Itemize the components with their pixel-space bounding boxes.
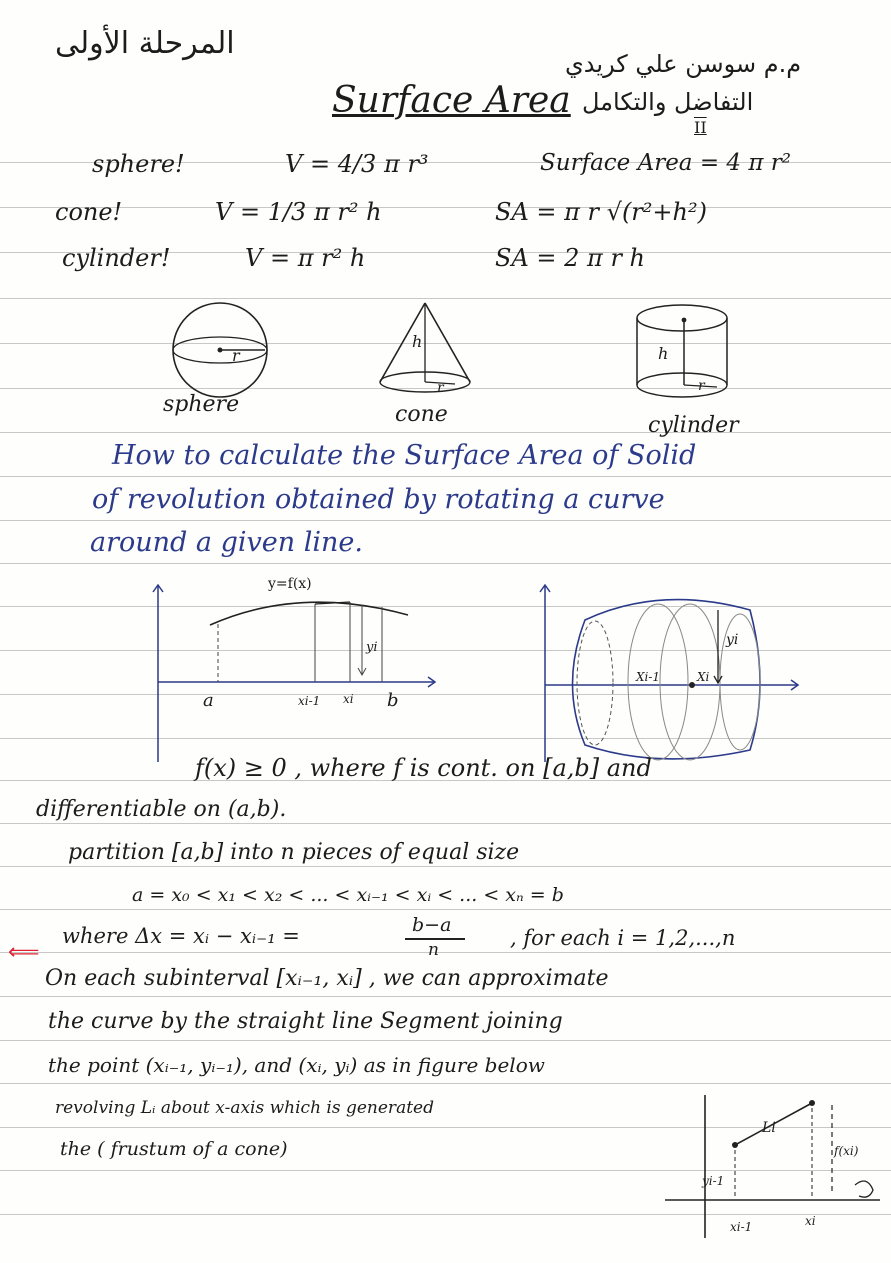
body-line-6: On each subinterval [xᵢ₋₁, xᵢ] , we can approximate <box>45 966 609 991</box>
cylinder-r-label: r <box>698 378 705 394</box>
cylinder-volume: V = π r² h <box>245 244 366 272</box>
cylinder-caption: cylinder <box>648 413 739 438</box>
point-left <box>732 1142 738 1148</box>
cone-surface-area: SA = π r √(r²+h²) <box>495 198 707 226</box>
fxi-label: f(xi) <box>834 1144 859 1158</box>
ruled-line <box>0 298 891 299</box>
solid-outline <box>573 600 761 759</box>
body-line-5a: where Δx = xᵢ − xᵢ₋₁ = <box>62 924 300 948</box>
sphere-caption: sphere <box>163 392 240 417</box>
ruled-line <box>0 476 891 477</box>
body-line-9: revolving Lᵢ about x-axis which is generated <box>55 1098 434 1118</box>
teacher-name: م.م سوسن علي كريدي <box>565 50 802 78</box>
ruled-line <box>0 1040 891 1041</box>
solid-revolution-graph <box>540 580 805 765</box>
cylinder-figure <box>632 300 732 405</box>
sphere-r-label: r <box>232 346 240 365</box>
frustum-figure <box>660 1090 885 1240</box>
fraction-numerator: b−a <box>412 914 452 936</box>
curve-graph <box>150 580 440 765</box>
ruled-line <box>0 207 891 208</box>
cylinder-top <box>637 305 727 331</box>
subject-number: II <box>694 118 707 137</box>
ruled-line <box>0 563 891 564</box>
cylinder-surface-area: SA = 2 π r h <box>495 244 645 272</box>
cone-volume: V = 1/3 π r² h <box>215 198 382 226</box>
left-arrow-icon: ⟸ <box>8 940 40 965</box>
point-right <box>809 1100 815 1106</box>
cylinder-h-label: h <box>658 344 669 363</box>
stage-label: المرحلة الأولى <box>55 26 235 61</box>
ruled-line <box>0 1083 891 1084</box>
cylinder-top-center <box>682 318 687 323</box>
solid-section-2 <box>660 604 720 760</box>
ruled-line <box>0 520 891 521</box>
body-line-7: the curve by the straight line Segment joining <box>48 1009 563 1034</box>
cylinder-bottom <box>637 373 727 397</box>
rotation-arrow-icon <box>855 1181 873 1197</box>
ruled-line <box>0 432 891 433</box>
intro-line-2: of revolution obtained by rotating a curve <box>92 484 665 515</box>
ruled-line <box>0 866 891 867</box>
sphere-figure <box>165 300 275 400</box>
body-line-4: a = x₀ < x₁ < x₂ < ... < xᵢ₋₁ < xᵢ < ... < xₙ = b <box>132 884 564 906</box>
cone-side-right <box>425 303 470 382</box>
xi-label: xi <box>343 692 354 706</box>
yi-right-label: yi <box>726 632 739 648</box>
xi-right-label: Xi <box>697 670 710 684</box>
page-title: Surface Area <box>332 80 571 121</box>
yi1-label: yi-1 <box>702 1174 725 1188</box>
b-label: b <box>387 690 399 711</box>
sphere-center <box>218 348 223 353</box>
xi1-label: xi-1 <box>298 694 321 708</box>
cone-label: cone! <box>55 198 123 226</box>
cone-h-label: h <box>412 332 423 351</box>
body-line-10: the ( frustum of a cone) <box>60 1138 288 1160</box>
body-line-8: the point (xᵢ₋₁, yᵢ₋₁), and (xᵢ, yᵢ) as in figure below <box>48 1053 545 1077</box>
sphere-volume: V = 4/3 π r³ <box>285 150 429 178</box>
body-line-2: differentiable on (a,b). <box>36 797 287 822</box>
ruled-line <box>0 996 891 997</box>
solid-left-cap <box>577 621 613 745</box>
xi1-right-label: Xi-1 <box>636 670 661 684</box>
xi-small-label: xi <box>805 1214 816 1228</box>
ruled-line <box>0 952 891 953</box>
sphere-label: sphere! <box>92 150 185 178</box>
ruled-line <box>0 823 891 824</box>
body-line-5b: , for each i = 1,2,...,n <box>510 926 736 950</box>
li-label: Li <box>762 1120 776 1136</box>
fx-label: y=f(x) <box>268 576 312 592</box>
xi1-small-label: xi-1 <box>730 1220 753 1234</box>
ruled-line <box>0 909 891 910</box>
cone-caption: cone <box>395 402 448 427</box>
sphere-surface-area: Surface Area = 4 π r² <box>540 150 792 176</box>
xi1-point <box>689 682 695 688</box>
intro-line-1: How to calculate the Surface Area of Solid <box>112 440 697 471</box>
yi-label: yi <box>366 640 378 655</box>
body-line-3: partition [a,b] into n pieces of equal size <box>68 840 520 865</box>
subject-name: التفاضل والتكامل <box>582 88 754 116</box>
body-line-1: f(x) ≥ 0 , where f is cont. on [a,b] and <box>195 754 652 782</box>
intro-line-3: around a given line. <box>90 527 363 558</box>
curve-fx <box>210 602 408 625</box>
cylinder-label: cylinder! <box>62 244 171 272</box>
a-label: a <box>203 690 214 711</box>
cone-figure <box>375 300 475 400</box>
fraction-denominator: n <box>428 940 439 960</box>
cone-r-label: r <box>437 380 444 396</box>
